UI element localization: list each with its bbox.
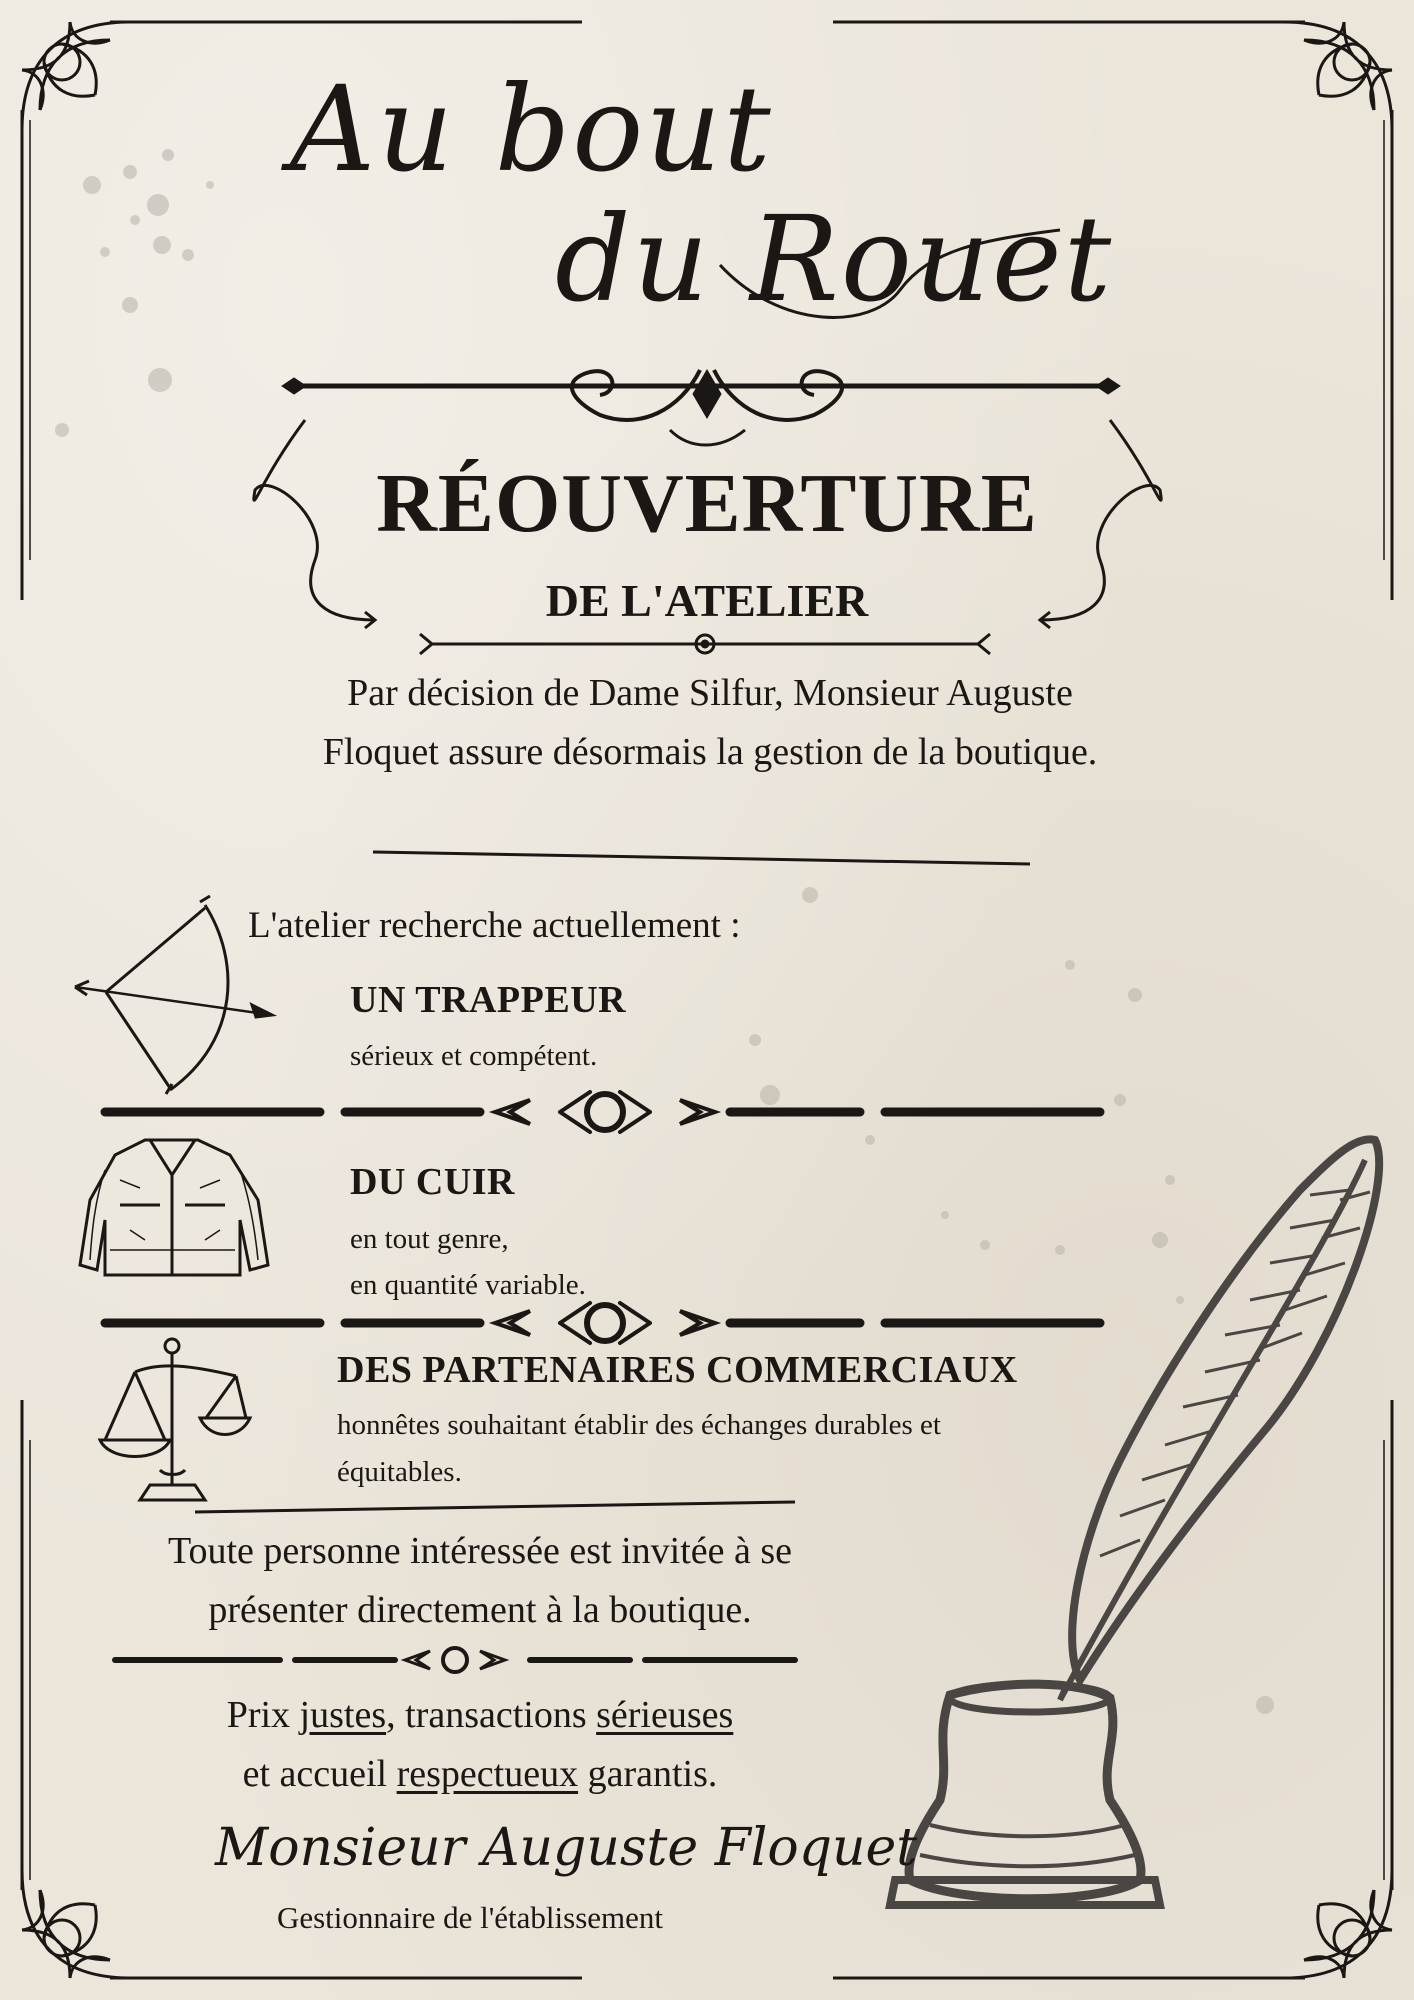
item-desc-partners-1: honnêtes souhaitant établir des échanges durables et xyxy=(337,1409,941,1441)
ornate-corner-icon xyxy=(1284,1870,1392,1978)
item-title-partners: DES PARTENAIRES COMMERCIAUX xyxy=(337,1349,1018,1391)
bow-and-arrow-icon xyxy=(75,896,272,1094)
signatory-role: Gestionnaire de l'établissement xyxy=(276,1900,664,1935)
guarantee-word-respectful: respectueux xyxy=(396,1753,579,1795)
item-desc-leather-2: en quantité variable. xyxy=(350,1269,586,1301)
item-desc-trapper: sérieux et compétent. xyxy=(350,1040,598,1072)
intro-paragraph: Par décision de Dame Silfur, Monsieur Auguste Floquet assure désormais la gestion de la boutique. xyxy=(322,672,1098,773)
subheadline: DE L'ATELIER xyxy=(545,575,869,626)
ornate-corner-icon xyxy=(1284,22,1392,130)
guarantee-text: et accueil xyxy=(242,1753,397,1795)
guarantee-paragraph xyxy=(130,1686,830,1804)
small-ornamental-divider xyxy=(115,1648,795,1672)
ornamental-divider xyxy=(105,1303,1100,1343)
scales-icon xyxy=(100,1339,250,1500)
ornate-corner-icon xyxy=(22,22,130,130)
guarantee-text: garantis. xyxy=(578,1753,718,1795)
signature: Monsieur Auguste Floquet xyxy=(215,1818,918,1878)
guarantee-text: Prix xyxy=(226,1694,300,1736)
title-line-2: du Rouet xyxy=(555,190,1114,328)
ornamental-divider xyxy=(105,1092,1100,1132)
quill-and-inkwell-icon xyxy=(890,1139,1379,1905)
guarantee-word-fair: justes xyxy=(299,1694,387,1736)
divider-line xyxy=(373,852,1030,864)
invite-paragraph: Toute personne intéressée est invitée à se présenter directement à la boutique. xyxy=(167,1530,793,1631)
divider-line xyxy=(195,1502,795,1512)
item-title-leather: DU CUIR xyxy=(350,1161,515,1203)
title-line-1: Au bout xyxy=(290,60,773,198)
item-desc-partners-2: équitables. xyxy=(337,1456,462,1488)
small-divider xyxy=(420,634,990,654)
guarantee-word-serious: sérieuses xyxy=(596,1694,734,1736)
item-desc-leather-1: en tout genre, xyxy=(350,1223,509,1255)
leather-jacket-icon xyxy=(80,1140,268,1275)
headline: RÉOUVERTURE xyxy=(376,457,1038,550)
flourish-divider-icon xyxy=(282,370,1120,445)
item-title-trapper: UN TRAPPEUR xyxy=(350,979,627,1021)
search-heading: L'atelier recherche actuellement : xyxy=(248,905,741,946)
guarantee-text: , transactions xyxy=(386,1694,597,1736)
